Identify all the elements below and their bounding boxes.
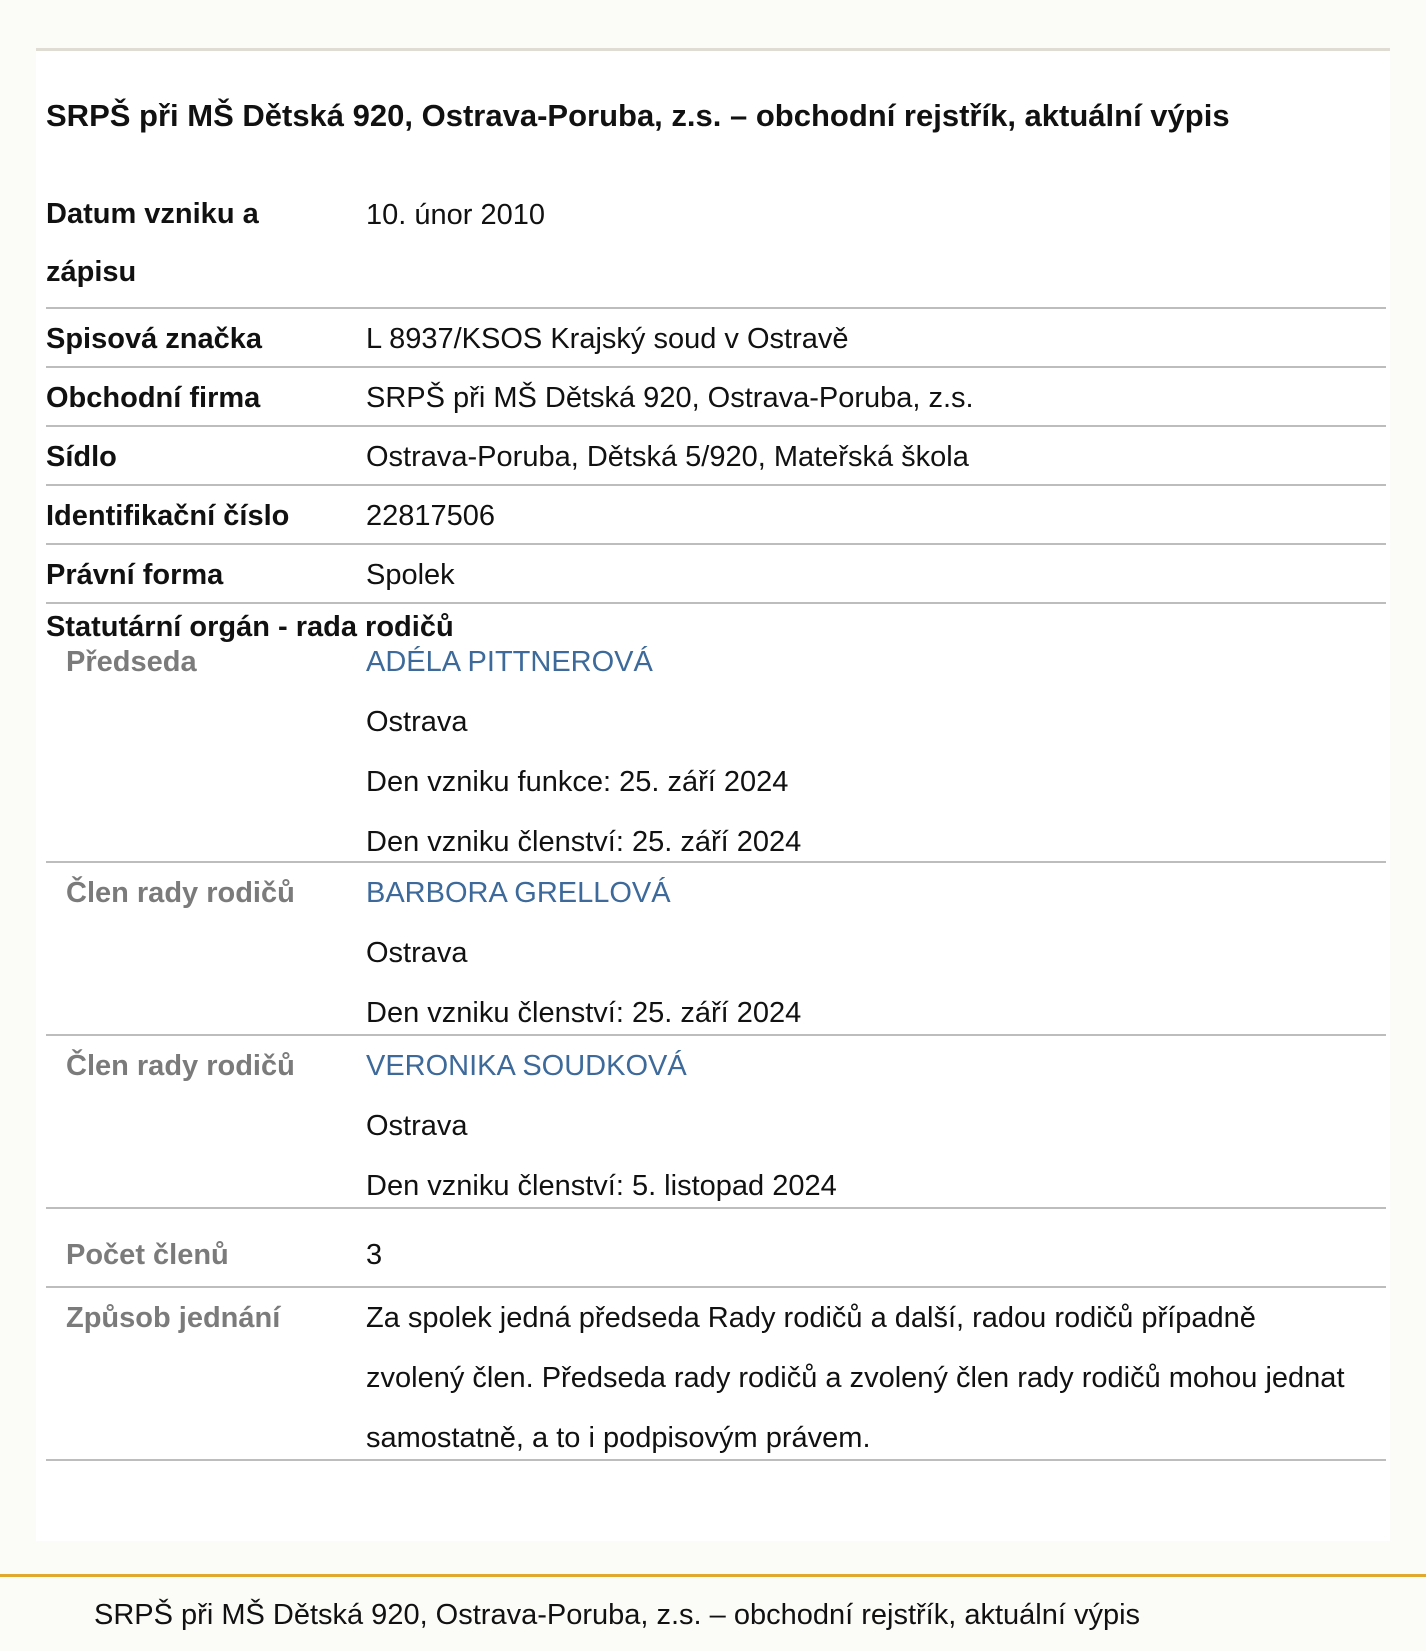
member-detail-line: Den vzniku funkce: 25. září 2024: [366, 766, 789, 798]
founded-value: 10. únor 2010: [366, 199, 545, 231]
firm-value: SRPŠ při MŠ Dětská 920, Ostrava-Poruba, z.s.: [366, 382, 974, 414]
founded-label: Datum vzniku a zápisu: [46, 198, 259, 288]
row-id: [46, 486, 1386, 545]
member-details: [366, 863, 1386, 1043]
acting-label: Způsob jednání: [66, 1302, 281, 1334]
row-firm: [46, 368, 1386, 427]
legal-value: Spolek: [366, 559, 455, 591]
member-city: Ostrava: [366, 1110, 468, 1142]
member-details: [366, 632, 1386, 872]
member-row: [46, 1036, 1386, 1209]
member-detail-line: Den vzniku členství: 5. listopad 2024: [366, 1170, 837, 1202]
row-file: [46, 309, 1386, 368]
row-acting: [46, 1288, 1386, 1461]
member-name-link[interactable]: BARBORA GRELLOVÁ: [366, 877, 671, 909]
file-value: L 8937/KSOS Krajský soud v Ostravě: [366, 323, 849, 355]
member-detail-line: Den vzniku členství: 25. září 2024: [366, 826, 802, 858]
member-city: Ostrava: [366, 937, 468, 969]
member-count-value: 3: [366, 1239, 383, 1271]
footer-bar: [0, 1574, 1426, 1651]
member-role: Člen rady rodičů: [66, 1050, 295, 1082]
member-row: [46, 632, 1386, 863]
id-label: Identifikační číslo: [46, 500, 290, 532]
row-legal-form: [46, 545, 1386, 604]
acting-line: samostatně, a to i podpisovým právem.: [366, 1422, 871, 1454]
registry-card: [36, 48, 1390, 1541]
row-seat: [46, 427, 1386, 486]
member-count-label: Počet členů: [66, 1239, 229, 1271]
acting-text: [366, 1288, 1386, 1468]
firm-label: Obchodní firma: [46, 382, 261, 414]
id-value: 22817506: [366, 500, 496, 532]
legal-label: Právní forma: [46, 559, 224, 591]
seat-label: Sídlo: [46, 441, 117, 473]
footer-title: SRPŠ při MŠ Dětská 920, Ostrava-Poruba, z.s. – obchodní rejstřík, aktuální výpis: [94, 1599, 1141, 1631]
member-role: Předseda: [66, 646, 197, 678]
member-role: Člen rady rodičů: [66, 877, 295, 909]
row-founded: [46, 185, 1386, 309]
acting-line: zvolený člen. Předseda rady rodičů a zvolený člen rady rodičů mohou jednat: [366, 1362, 1345, 1394]
member-city: Ostrava: [366, 706, 468, 738]
member-detail-line: Den vzniku členství: 25. září 2024: [366, 997, 802, 1029]
file-label: Spisová značka: [46, 323, 262, 355]
page-title: SRPŠ při MŠ Dětská 920, Ostrava-Poruba, z.s. – obchodní rejstřík, aktuální výpis: [46, 98, 1230, 133]
member-name-link[interactable]: VERONIKA SOUDKOVÁ: [366, 1050, 687, 1082]
member-details: [366, 1036, 1386, 1216]
row-member-count: [46, 1209, 1386, 1288]
member-row: [46, 863, 1386, 1036]
seat-value: Ostrava-Poruba, Dětská 5/920, Mateřská škola: [366, 441, 969, 473]
statutory-heading: Statutární orgán - rada rodičů: [46, 611, 454, 643]
member-name-link[interactable]: ADÉLA PITTNEROVÁ: [366, 646, 653, 678]
acting-line: Za spolek jedná předseda Rady rodičů a další, radou rodičů případně: [366, 1302, 1256, 1334]
